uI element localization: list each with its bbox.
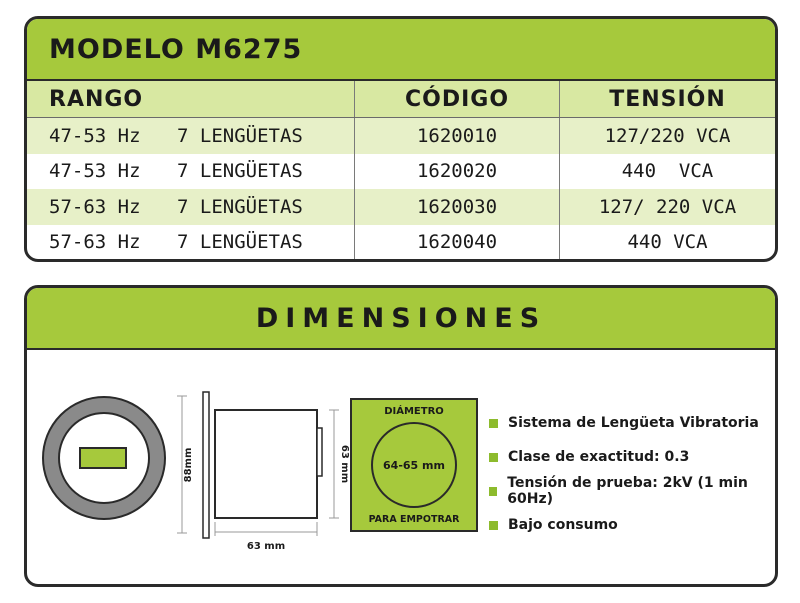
range-cell: 47-53 Hz	[49, 124, 141, 147]
spec-text: Clase de exactitud: 0.3	[508, 449, 690, 465]
model-card	[24, 16, 778, 262]
table-row	[27, 118, 775, 154]
table-header	[27, 81, 775, 118]
dimensions-title-bar	[27, 288, 775, 350]
panel-diameter-label: 64-65 mm	[383, 459, 445, 472]
voltage-cell: 127/ 220 VCA	[559, 189, 775, 225]
square-bullet-icon	[489, 453, 498, 462]
square-bullet-icon	[489, 487, 497, 496]
reeds-cell: 7 LENGÜETAS	[177, 160, 303, 183]
reeds-cell: 7 LENGÜETAS	[177, 124, 303, 147]
code-cell: 1620020	[354, 154, 559, 190]
code-cell: 1620030	[354, 189, 559, 225]
model-title-bar	[27, 19, 775, 81]
table-row	[27, 189, 775, 225]
table-row	[27, 154, 775, 190]
reeds-cell: 7 LENGÜETAS	[177, 231, 303, 254]
table-row	[27, 225, 775, 261]
header-voltage: TENSIÓN	[559, 81, 775, 117]
voltage-cell: 127/220 VCA	[559, 118, 775, 154]
dimensions-body	[27, 350, 775, 584]
square-bullet-icon	[489, 419, 498, 428]
spec-text: Sistema de Lengüeta Vibratoria	[508, 415, 759, 431]
list-item	[489, 474, 775, 508]
list-item	[489, 406, 775, 440]
reeds-cell: 7 LENGÜETAS	[177, 195, 303, 218]
front-height-label: 63 mm	[339, 444, 350, 484]
spec-list	[489, 406, 775, 542]
voltage-cell: 440 VCA	[559, 225, 775, 261]
dimensions-title: DIMENSIONES	[255, 302, 547, 334]
meter-front-icon	[43, 397, 165, 519]
dimension-drawings	[27, 350, 487, 584]
range-cell: 47-53 Hz	[49, 160, 141, 183]
spec-text: Tensión de prueba: 2kV (1 min 60Hz)	[507, 475, 748, 507]
header-code: CÓDIGO	[354, 81, 559, 117]
width-label: 63 mm	[246, 541, 286, 552]
spec-text: Bajo consumo	[508, 517, 618, 533]
square-bullet-icon	[489, 521, 498, 530]
range-cell: 57-63 Hz	[49, 195, 141, 218]
panel-label-top: DIÁMETRO	[384, 406, 444, 417]
voltage-cell: 440 VCA	[559, 154, 775, 190]
code-cell: 1620040	[354, 225, 559, 261]
code-cell: 1620010	[354, 118, 559, 154]
range-cell: 57-63 Hz	[49, 231, 141, 254]
side-height-label: 88mm	[183, 447, 194, 483]
model-title: MODELO M6275	[49, 34, 303, 65]
list-item	[489, 440, 775, 474]
panel-label-bottom: PARA EMPOTRAR	[368, 514, 460, 525]
list-item	[489, 508, 775, 542]
meter-side-view-icon	[177, 392, 339, 538]
header-range: RANGO	[49, 86, 144, 112]
dimensions-card	[24, 285, 778, 587]
